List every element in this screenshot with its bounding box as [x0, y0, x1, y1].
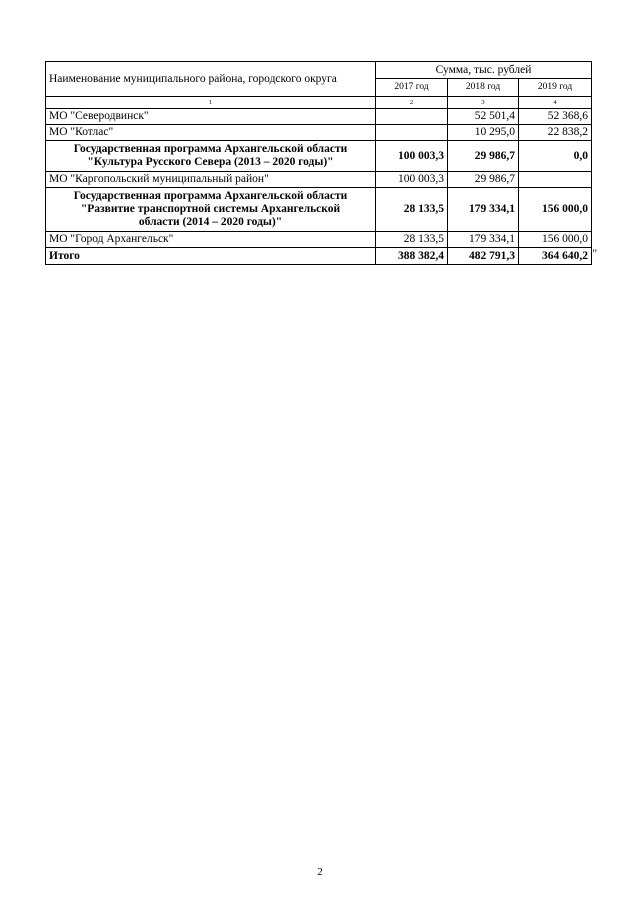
value-2017: 100 003,3 [376, 172, 448, 188]
header-year-2019: 2019 год [519, 79, 592, 97]
program-name-line: Государственная программа Архангельской области [73, 190, 348, 202]
value-2018: 10 295,0 [448, 125, 519, 141]
row-name: МО "Город Архангельск" [46, 232, 376, 248]
column-index-3: 3 [448, 97, 519, 109]
table-row [46, 109, 592, 125]
row-name: МО "Каргопольский муниципальный район" [46, 172, 376, 188]
value-2019: 156 000,0 [519, 232, 592, 248]
total-2019-cell [519, 248, 598, 265]
program-name-line: Государственная программа Архангельской области [73, 143, 348, 155]
header-year-2018: 2018 год [448, 79, 519, 97]
value-2017 [376, 109, 448, 125]
budget-table [45, 61, 598, 265]
table-row-program [46, 141, 592, 172]
value-2018: 179 334,1 [448, 232, 519, 248]
program-name-line: области (2014 – 2020 годы)" [138, 216, 283, 228]
value-2019: 0,0 [519, 141, 592, 172]
closing-quote-mark: " [592, 248, 598, 260]
header-sum-group: Сумма, тыс. рублей [376, 62, 592, 79]
total-2017: 388 382,4 [376, 248, 448, 265]
program-name-line: "Развитие транспортной системы Архангельской [80, 203, 341, 215]
value-2018: 52 501,4 [448, 109, 519, 125]
value-2019 [519, 172, 592, 188]
row-name: МО "Северодвинск" [46, 109, 376, 125]
value-2018: 29 986,7 [448, 172, 519, 188]
total-2019: 364 640,2 [542, 249, 589, 262]
program-name-line: "Культура Русского Севера (2013 – 2020 годы)" [87, 156, 334, 168]
table-row [46, 125, 592, 141]
value-2017: 28 133,5 [376, 188, 448, 232]
table-row [46, 232, 592, 248]
value-2017: 100 003,3 [376, 141, 448, 172]
value-2018: 179 334,1 [448, 188, 519, 232]
total-label: Итого [46, 248, 376, 265]
page-number: 2 [317, 866, 323, 878]
value-2019: 22 838,2 [519, 125, 592, 141]
program-name [46, 141, 376, 172]
value-2017 [376, 125, 448, 141]
value-2017: 28 133,5 [376, 232, 448, 248]
table-row-program [46, 188, 592, 232]
value-2019: 156 000,0 [519, 188, 592, 232]
header-year-2017: 2017 год [376, 79, 448, 97]
program-name [46, 188, 376, 232]
value-2019: 52 368,6 [519, 109, 592, 125]
column-index-1: 1 [46, 97, 376, 109]
total-2018: 482 791,3 [448, 248, 519, 265]
row-name: МО "Котлас" [46, 125, 376, 141]
value-2018: 29 986,7 [448, 141, 519, 172]
column-index-4: 4 [519, 97, 592, 109]
column-index-2: 2 [376, 97, 448, 109]
header-name-column: Наименование муниципального района, городского округа [46, 62, 376, 97]
budget-table-container [45, 61, 598, 265]
table-row [46, 172, 592, 188]
table-row-total [46, 248, 592, 265]
